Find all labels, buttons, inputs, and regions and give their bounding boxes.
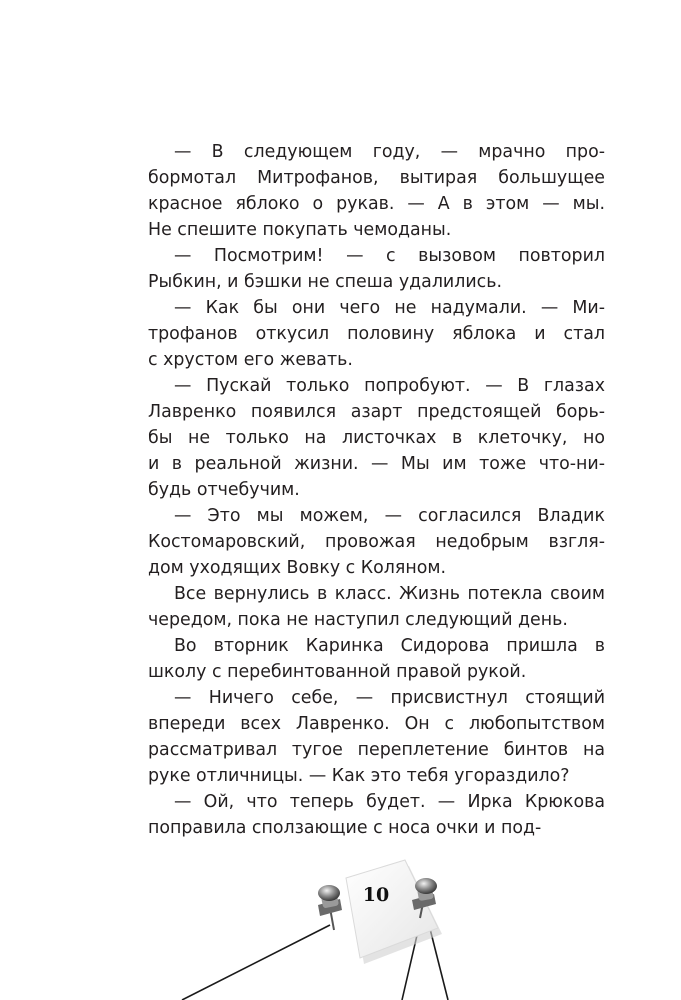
text-line: чередом, пока не наступил следующий день. [148,610,568,630]
text-line: — В следующем году, — мрачно про- [174,142,605,162]
text-line: школу с перебинтованной правой рукой. [148,662,527,682]
text-line: и в реальной жизни. — Мы им тоже что-ни- [148,454,605,474]
text-line: Костомаровский, провожая недобрым взгля- [148,532,605,552]
text-line: руке отличницы. — Как это тебя угораздило? [148,766,570,786]
text-line: — Это мы можем, — согласился Владик [174,506,605,526]
text-line: — Ой, что теперь будет. — Ирка Крюкова [174,792,605,812]
push-pin-left-icon [318,885,342,930]
text-line: — Ничего себе, — присвистнул стоящий [174,688,605,708]
text-line: — Как бы они чего не надумали. — Ми- [174,298,605,318]
text-line: трофанов откусил половину яблока и стал [148,324,605,344]
paper-note [346,860,442,964]
text-line: поправила сползающие с носа очки и под- [148,818,542,838]
text-line: Не спешите покупать чемоданы. [148,220,452,240]
text-line: бы не только на листочках в клеточку, но [148,428,605,448]
text-line: с хрустом его жевать. [148,350,353,370]
text-line: Лавренко появился азарт предстоящей борь- [148,402,605,422]
text-line: впереди всех Лавренко. Он с любопытством [148,714,605,734]
text-line: Во вторник Каринка Сидорова пришла в [174,636,605,656]
page-number: 10 [362,884,390,906]
text-line: бормотал Митрофанов, вытирая большущее [148,168,605,188]
text-line: дом уходящих Вовку с Коляном. [148,558,446,578]
text-line: красное яблоко о рукав. — А в этом — мы. [148,194,605,214]
text-line: — Пускай только попробуют. — В глазах [174,376,605,396]
text-line: рассматривал тугое переплетение бинтов на [148,740,605,760]
text-line: будь отчебучим. [148,480,300,500]
text-line: Все вернулись в класс. Жизнь потекла своим [174,584,605,604]
text-line: — Посмотрим! — с вызовом повторил [174,246,605,266]
text-line: Рыбкин, и бэшки не спеша удалились. [148,272,502,292]
